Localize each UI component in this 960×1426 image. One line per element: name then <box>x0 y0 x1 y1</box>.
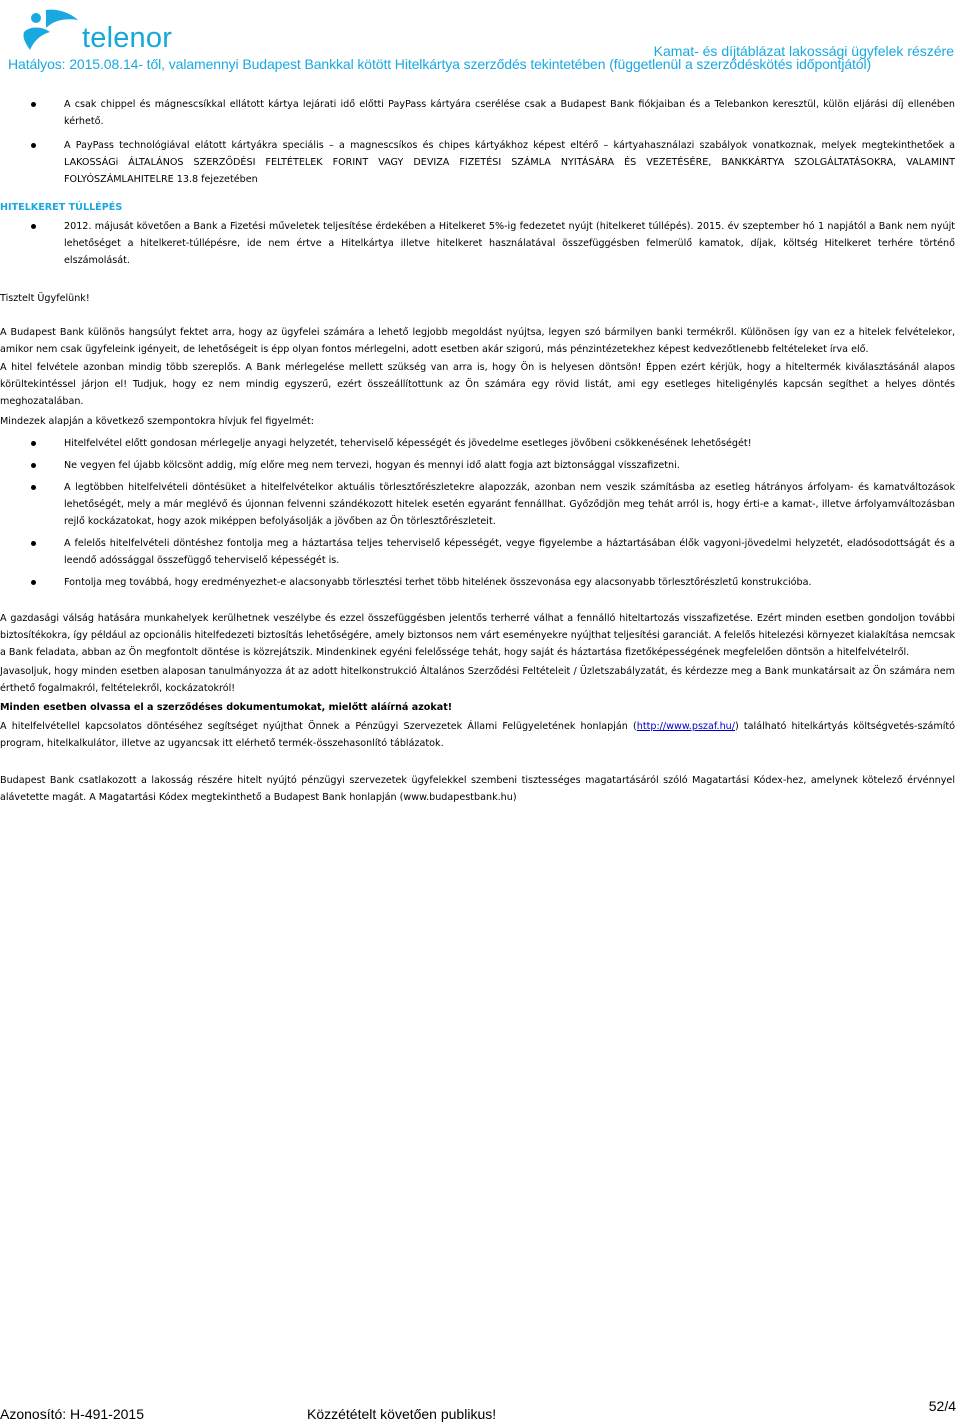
list-item <box>0 218 960 269</box>
paragraph: A Budapest Bank különös hangsúlyt fektet arra, hogy az ügyfelei számára a lehető legjobb megoldást nyújtsa, legyen szó bármilyen banki termékről. Különösen így van ez a hitelek felvételekor, amikor nem csak ügyfeleink igényeit, de lehetőségeit is épp olyan fontos mérlegelni, adott esetben akár szigorú, más pénzintézetekhez képest kedvezőtlenebb feltételeket írva elő. <box>0 327 955 355</box>
list-item <box>0 574 960 591</box>
bullet-icon <box>31 463 36 468</box>
list-item-text: A felelős hitelfelvételi döntéshez fontolja meg a háztartása teljes teherviselő képességét, vegye figyelembe a háztartásában élők vagyoni-jövedelmi helyzetét, eladósodottságát és a leendő adóssággal összefüggő teherviselő képességét is. <box>64 538 955 566</box>
bullet-icon <box>31 485 36 490</box>
list-item-text: Hitelfelvétel előtt gondosan mérlegelje anyagi helyzetét, teherviselő képességét és jövedelme esetleges jövőbeni csökkenésének lehetőségét! <box>64 438 752 449</box>
telenor-logo-icon <box>20 6 82 58</box>
bullet-icon <box>31 441 36 446</box>
advice-list <box>0 435 960 591</box>
paragraph: Javasoljuk, hogy minden esetben alaposan tanulmányozza át az adott hitelkonstrukció Általános Szerződési Feltételeit / Üzletszabályzatát, és kérdezze meg a Bank munkatársait az Ön számára nem érthető fogalmakról, feltételekről, kockázatokról! <box>0 666 955 694</box>
bullet-icon <box>31 102 36 107</box>
list-item <box>0 435 960 452</box>
list-item-text: A csak chippel és mágnescsíkkal ellátott kártya lejárati idő előtti PayPass kártyára cserélése csak a Budapest Bank fiókjaiban és a Telebankon keresztül, külön eljárási díj ellenében kérhető. <box>64 99 955 127</box>
list-item-text: Fontolja meg továbbá, hogy eredményezhet-e alacsonyabb törlesztési terhet több hitelének összevonása egy alacsonyabb törlesztőrészletű konstrukcióba. <box>64 577 812 588</box>
document-header-title: Kamat- és díjtáblázat lakossági ügyfelek részére <box>653 43 954 59</box>
bullet-icon <box>31 224 36 229</box>
paragraph: A hitel felvétele azonban mindig több szereplős. A Bank mérlegelése mellett szükség van arra is, hogy Ön is helyesen döntsön! Éppen ezért kérjük, hogy a hiteltermék kiválasztásánál alapos körültekintéssel járjon el! Tudjuk, hogy ez nem mindig egyszerű, ezért összeállítottunk az Ön számára egy rövid listát, ami egy esetleges hiteligénylés kapcsán segíthet a helyes döntés meghozatalában. <box>0 362 955 407</box>
warning-paragraph: Minden esetben olvassa el a szerződéses dokumentumokat, mielőtt aláírná azokat! <box>0 702 453 713</box>
paragraph-text: A hitelfelvétellel kapcsolatos döntéséhez segítséget nyújthat Önnek a Pénzügyi Szervezetek Állami Felügyeletének honlapján ( <box>0 721 637 732</box>
paragraph: A gazdasági válság hatására munkahelyek kerülhetnek veszélybe és ezzel összefüggésben jelentős terherré válhat a fennálló hiteltartozás visszafizetése. Ezért minden esetben gondoljon további biztosítékokra, így például az opcionális hitelfedezeti biztosítás lehetőségére, amely biztonsos nem várt eseményekre nyújthat teljesítési garanciát. A felelős hitelezési környezet kialakítása nemcsak a Bank feladata, abban az Ön megfontolt döntése is közrejátszik. Mindenkinek egyéni felelőssége tehát, hogy saját és háztartása fizetőképességének megfelelően döntsön a hitelfelvételről. <box>0 613 955 658</box>
paragraph: Budapest Bank csatlakozott a lakosság részére hitelt nyújtó pénzügyi szervezetek ügyfelekkel szembeni tisztességes magatartásáról szóló Magatartási Kódex-hez, amelynek kötelező érvénnyel alávetette magát. A Magatartási Kódex megtekinthető a Budapest Bank honlapján (www.budapestbank.hu) <box>0 775 955 803</box>
list-item-text: A legtöbben hitelfelvételi döntésüket a hitelfelvételkor aktuális törlesztőrészletekre alapozzák, azonban nem veszik számításba az esetleg hátrányos árfolyam- és kamatváltozások lehetőségét, mely a már meglévő és újonnan felvenni szándékozott hitelek esetén egyaránt fennállhat. Győződjön meg tehát arról is, hogy érti-e a kamat-, illetve árfolyamváltozásban rejlő kockázatokat, hogy azok miképpen befolyásolják a jövőben az Ön törlesztőrészleteit. <box>64 482 955 527</box>
document-body <box>0 96 960 806</box>
list-item-text: Ne vegyen fel újabb kölcsönt addig, míg előre meg nem tervezi, hogyan és mennyi idő alatt fogja azt biztonsággal visszafizetni. <box>64 460 680 471</box>
publication-notice: Közzétételt követően publikus! <box>307 1406 497 1422</box>
paragraph: Mindezek alapján a következő szempontokra hívjuk fel figyelmét: <box>0 416 314 427</box>
list-item <box>0 535 960 569</box>
bullet-icon <box>31 143 36 148</box>
list-item-text: 2012. májusát követően a Bank a Fizetési műveletek teljesítése érdekében a Hitelkeret 5%-ig fedezetet nyújt (hitelkeret túllépés). 2015. év szeptember hó 1 napjától a Bank nem nyújt lehetőséget a hitelkeret-túllépésre, ide nem értve a Hitelkártya illetve hitelkeret használatával összefüggésben felmerülő kamatok, díjak, költség Hitelkeret terhére történő elszámolását. <box>64 221 955 266</box>
pszaf-link[interactable]: http://www.pszaf.hu/ <box>636 721 735 732</box>
bullet-icon <box>31 580 36 585</box>
bullet-icon <box>31 541 36 546</box>
section-title: HITELKERET TÚLLÉPÉS <box>0 202 123 213</box>
list-item <box>0 96 960 130</box>
document-id: Azonosító: H-491-2015 <box>0 1406 144 1422</box>
telenor-logo <box>20 6 180 58</box>
greeting: Tisztelt Ügyfelünk! <box>0 293 90 304</box>
paragraph <box>0 718 960 752</box>
section-bullet-list <box>0 218 960 269</box>
document-header-validity: Hatályos: 2015.08.14- től, valamennyi Budapest Bankkal kötött Hitelkártya szerződés tekintetében (függetlenül a szerződéskötés időpontjától) <box>8 56 872 72</box>
page-number: 52/4 <box>928 1398 956 1414</box>
list-item <box>0 479 960 530</box>
list-item-text: A PayPass technológiával elátott kártyákra speciális – a magnescsíkos és chipes kártyákhoz képest eltérő – kártyahasználazi szabályok vonatkoznak, melyek megtekinthetőek a LAKOSSÁGi ÁLTALÁNOS SZERZŐDÉSI FELTÉTELEK FORINT VAGY DEVIZA FIZETÉSI SZÁMLA NYITÁSÁRA ÉS VEZETÉSÉRE, BANKKÁRTYA SZOLGÁLTATÁSOKRA, VALAMINT FOLYÓSZÁMLAHITELRE 13.8 fejezetében <box>64 140 955 185</box>
list-item <box>0 457 960 474</box>
list-item <box>0 137 960 188</box>
logo-wordmark: telenor <box>82 22 173 54</box>
top-bullet-list <box>0 96 960 188</box>
paragraph-text: ) található hitelkártyás költségvetés-számító program, hitelkalkulátor, illetve az ugyancsak itt elérhető termék-összehasonlító táblázatok. <box>0 721 955 749</box>
